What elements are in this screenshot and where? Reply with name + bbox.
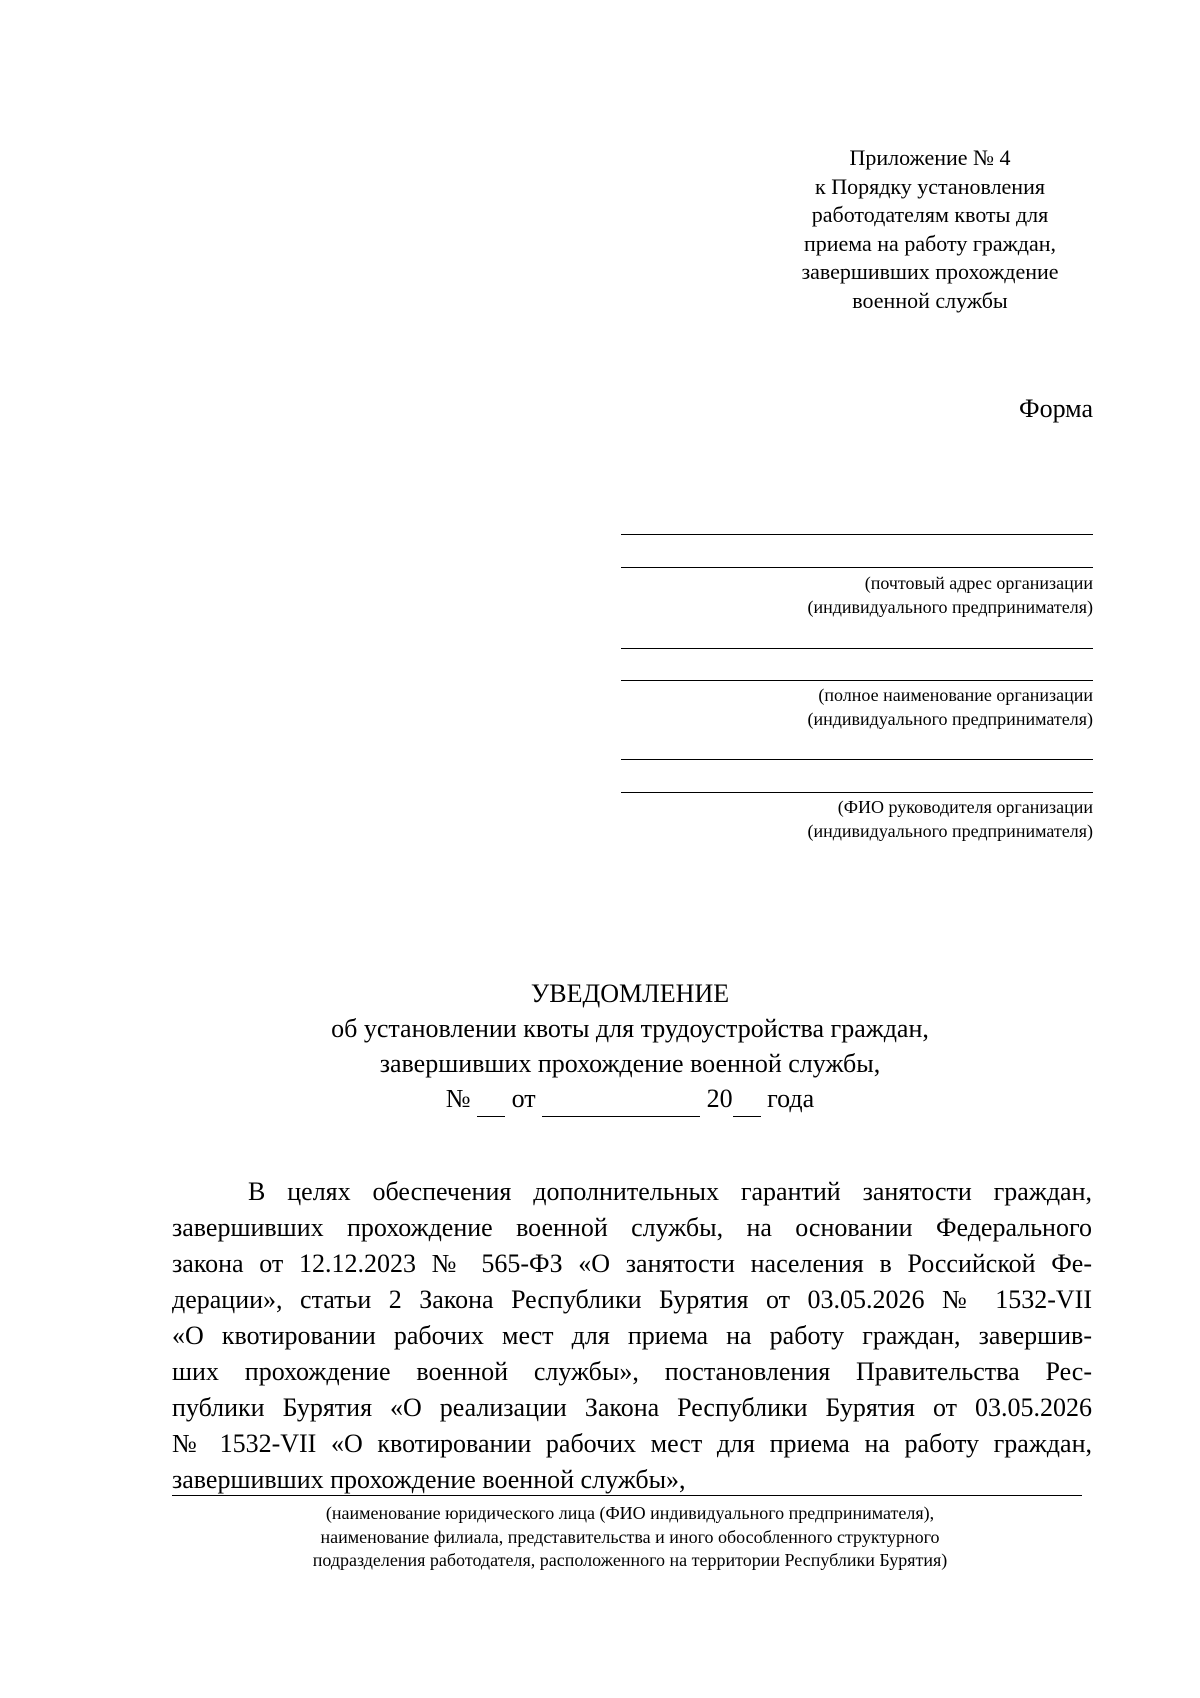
appendix-header [770, 144, 1090, 315]
appendix-line: работодателям квоты для [811, 202, 1049, 227]
appendix-line: приема на работу граждан, [803, 230, 1057, 256]
postal-address-caption: (почтовый адрес организации (индивидуального предпринимателя) [807, 573, 1093, 617]
notice-year-field[interactable] [733, 1081, 761, 1117]
appendix-line: военной службы [852, 287, 1008, 313]
body-line: завершивших прохождение военной службы, на основании Федерального [172, 1213, 1092, 1242]
appendix-line: Приложение № 4 [849, 145, 1011, 170]
head-name-line-2[interactable] [621, 792, 1093, 793]
employer-name-caption: (наименование юридического лица (ФИО индивидуального предпринимателя), наименование филиала, представительства и иного обособленного структурного подразделения работодателя, расположенного на территории Республики Бурятия) [312, 1503, 948, 1570]
body-paragraph [172, 1174, 1092, 1498]
body-line-last: завершивших прохождение военной службы», [172, 1462, 1092, 1498]
body-line: «О квотировании рабочих мест для приема на работу граждан, завершив- [172, 1321, 1092, 1350]
employer-name-field[interactable] [692, 1462, 1022, 1498]
appendix-line: к Порядку установления [815, 173, 1045, 199]
org-name-line-1[interactable] [621, 648, 1093, 649]
body-line: В целях обеспечения дополнительных гарантий занятости граждан, [248, 1177, 1092, 1206]
postal-address-line-1[interactable] [621, 534, 1093, 535]
head-name-line-1[interactable] [621, 759, 1093, 760]
body-line: № 1532-VII «О квотировании рабочих мест для приема на работу граждан, [172, 1429, 1092, 1458]
notice-subtitle: об установлении квоты для трудоустройства граждан, [331, 1014, 929, 1043]
notice-number-field[interactable] [477, 1081, 505, 1117]
notice-title [200, 976, 1060, 1117]
body-line: закона от 12.12.2023 № 565-ФЗ «О занятости населения в Российской Фе- [172, 1249, 1092, 1278]
postal-address-line-2[interactable] [621, 567, 1093, 568]
form-label: Форма [1019, 394, 1093, 423]
notice-subtitle: завершивших прохождение военной службы, [379, 1049, 881, 1078]
notice-heading: УВЕДОМЛЕНИЕ [530, 979, 730, 1008]
org-name-line-2[interactable] [621, 680, 1093, 681]
notice-date-field[interactable] [542, 1081, 700, 1117]
body-line: публики Бурятия «О реализации Закона Республики Бурятия от 03.05.2026 [172, 1393, 1092, 1422]
org-name-caption: (полное наименование организации (индивидуального предпринимателя) [807, 685, 1093, 729]
appendix-line: завершивших прохождение [801, 259, 1059, 284]
body-line: дерации», статьи 2 Закона Республики Бурятия от 03.05.2026 № 1532-VII [172, 1285, 1092, 1314]
head-name-caption: (ФИО руководителя организации (индивидуального предпринимателя) [807, 797, 1093, 841]
employer-name-line-2[interactable] [172, 1495, 1082, 1496]
notice-number-date: № от 20 года [200, 1081, 1060, 1117]
body-line: ших прохождение военной службы», постановления Правительства Рес- [172, 1357, 1092, 1386]
